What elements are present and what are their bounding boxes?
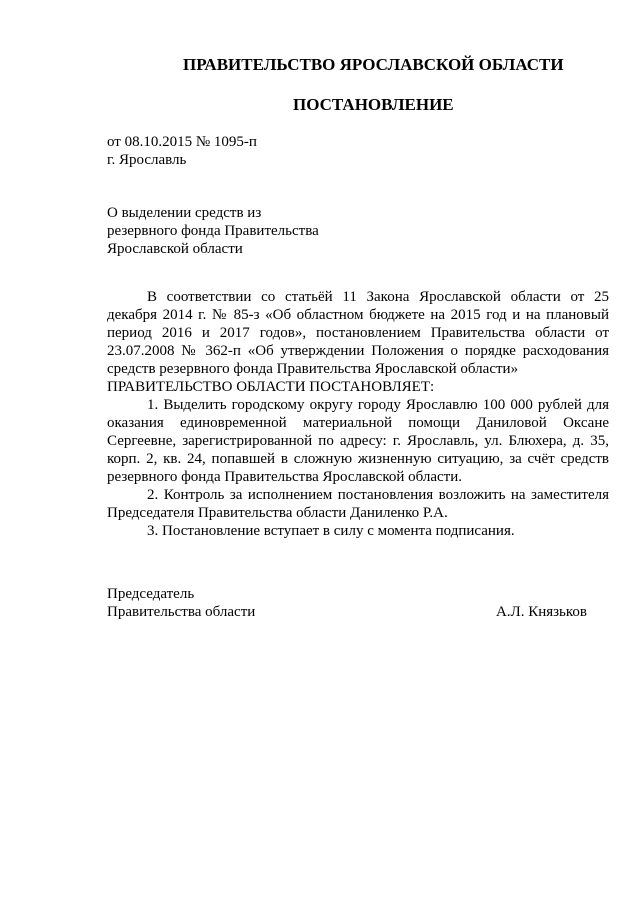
item-2-paragraph: 2. Контроль за исполнением постановления возложить на заместителя Председателя Правительства области Даниленко Р.А. [107,487,609,521]
signature-row [107,603,587,621]
organization-title: ПРАВИТЕЛЬСТВО ЯРОСЛАВСКОЙ ОБЛАСТИ [183,55,564,74]
subject-line-2: резервного фонда Правительства [107,223,319,239]
document-type-title: ПОСТАНОВЛЕНИЕ [293,95,454,114]
item-1-paragraph: 1. Выделить городскому округу городу Ярославлю 100 000 рублей для оказания единовременной материальной помощи Даниловой Оксане Сергеевне, зарегистрированной по адресу: г. Ярославль, ул. Блюхера, д. 35, корп. 2, кв. 24, попавшей в сложную жизненную ситуацию, за счёт средств резервного фонда Правительства Ярославской области. [107,397,609,485]
preamble-paragraph: В соответствии со статьёй 11 Закона Ярославской области от 25 декабря 2014 г. № 85-з «Об областном бюджете на 2015 год и на плановый период 2016 и 2017 годов», постановлением Правительства области от 23.07.2008 № 362-п «Об утверждении Положения о порядке расходования средств резервного фонда Правительства Ярославской области» [107,289,609,377]
item-3-paragraph: 3. Постановление вступает в силу с момента подписания. [147,523,515,539]
date-number: от 08.10.2015 № 1095-п [107,134,257,150]
signer-title-line-1: Председатель [107,586,195,602]
signer-title-line-2: Правительства области [107,604,256,620]
subject-line-3: Ярославской области [107,241,243,257]
document-body [107,288,609,540]
decree-line: ПРАВИТЕЛЬСТВО ОБЛАСТИ ПОСТАНОВЛЯЕТ: [107,379,435,395]
city: г. Ярославль [107,152,187,168]
subject-line-1: О выделении средств из [107,205,262,221]
signer-name: А.Л. Князьков [495,604,587,620]
